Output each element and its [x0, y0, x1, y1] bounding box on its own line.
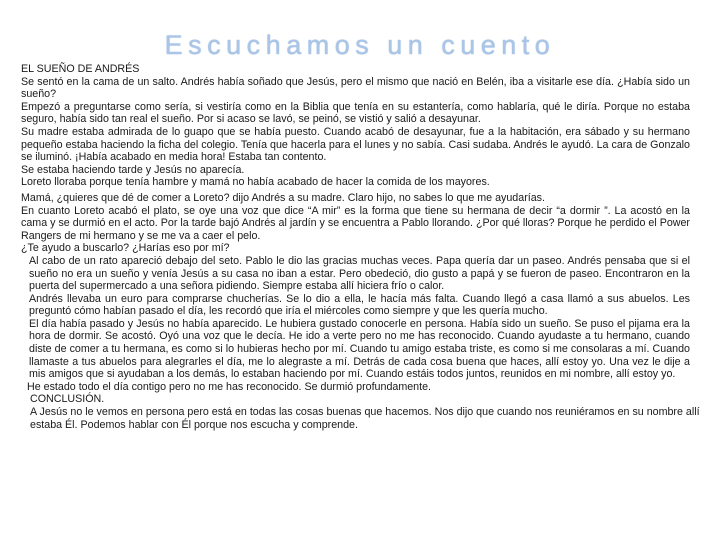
paragraph: Mamá, ¿quieres que dé de comer a Loreto? dijo Andrés a su madre. Claro hijo, no sabes lo que me ayudarías.	[21, 191, 545, 204]
paragraph: Empezó a preguntarse como sería, si vestiría como en la Biblia que tenía en su estantería, como hablaría, qué le diría. Porque no estaba seguro, había sido tan real el sueño. Por si acaso se lavó, se peinó, se vistió y salió a desayunar.	[21, 100, 690, 126]
story-text	[21, 63, 700, 431]
paragraph: He estado todo el día contigo pero no me has reconocido. Se durmió profundamente.	[27, 380, 432, 393]
paragraph: Al cabo de un rato apareció debajo del seto. Pablo le dio las gracias muchas veces. Papa quería dar un paseo. Andrés pensaba que si el sueño no era un sueño y venía Jesús a su casa no iban a estar. Pero obedeció, dio gusto a papá y se fueron de paseo. Encontraron en la puerta del supermercado a una señora pidiendo. Siempre estaba allí hiciera frío o calor.	[29, 254, 690, 293]
paragraph: ¿Te ayudo a buscarlo? ¿Harías eso por mí?	[21, 242, 230, 255]
paragraph: El día había pasado y Jesús no había aparecido. Le hubiera gustado conocerle en persona. Había sido un sueño. Se puso el pijama era la hora de dormir. Se acostó. Oyó una voz que le decía. He ido a verte pero no me has reconocido. Cuando ayudaste a tu hermano, cuando diste de comer a tu hermana, es como si lo hubieras hecho por mí. Cuando tu amigo estaba triste, es como si me consolaras a mí. Cuando llamaste a tus abuelos para alegrarles el día, me lo alegraste a mí. Detrás de cada cosa buena que haces, allí estoy yo. Una vez le dije a mis amigos que si ayudaban a los demás, lo estaban haciendo por mí. Cuando estáis todos juntos, reunidos en mi nombre, allí estoy yo.	[29, 317, 690, 381]
paragraph: Se sentó en la cama de un salto. Andrés había soñado que Jesús, pero el mismo que nació en Belén, iba a visitarle ese día. ¿Había sido un sueño?	[21, 75, 690, 101]
paragraph: Se estaba haciendo tarde y Jesús no aparecía.	[21, 163, 245, 176]
paragraph: Loreto lloraba porque tenía hambre y mamá no había acabado de hacer la comida de los mayores.	[21, 176, 490, 189]
paragraph: Su madre estaba admirada de lo guapo que se había puesto. Cuando acabó de desayunar, fue a la habitación, era sábado y su hermano pequeño estaba haciendo la ficha del colegio. Tenía que hacerla para el lunes y no sabía. Casi sudaba. Andrés le ayudó. La cara de Gonzalo se iluminó. ¡Había acabado en media hora! Estaba tan contento.	[21, 125, 690, 164]
story-heading: EL SUEÑO DE ANDRÉS	[21, 63, 140, 75]
paragraph: Andrés llevaba un euro para comprarse chucherías. Se lo dio a ella, le hacía más falta. Cuando llegó a casa llamó a sus abuelos. Les preguntó cómo habían pasado el día, les recordó que iría el miércoles como siempre y que les quería mucho.	[29, 292, 690, 318]
conclusion-heading: CONCLUSIÓN.	[30, 393, 105, 406]
conclusion-paragraph: A Jesús no le vemos en persona pero está en todas las cosas buenas que hacemos. Nos dijo que cuando nos reuniéramos en su nombre allí estaba Él. Podemos hablar con Él porque nos escucha y comprende.	[30, 406, 700, 431]
paragraph: En cuanto Loreto acabó el plato, se oye una voz que dice “A mir” es la forma que tiene su hermana de decir “a dormir ”. La acostó en la cama y se durmió en el acto. Por la tarde bajó Andrés al jardín y se encuentra a Pablo llorando. ¿Por qué lloras? Porque he perdido el Power Rangers de mi hermano y se me va a caer el pelo.	[21, 204, 690, 242]
page-title: Escuchamos un cuento	[164, 30, 556, 60]
